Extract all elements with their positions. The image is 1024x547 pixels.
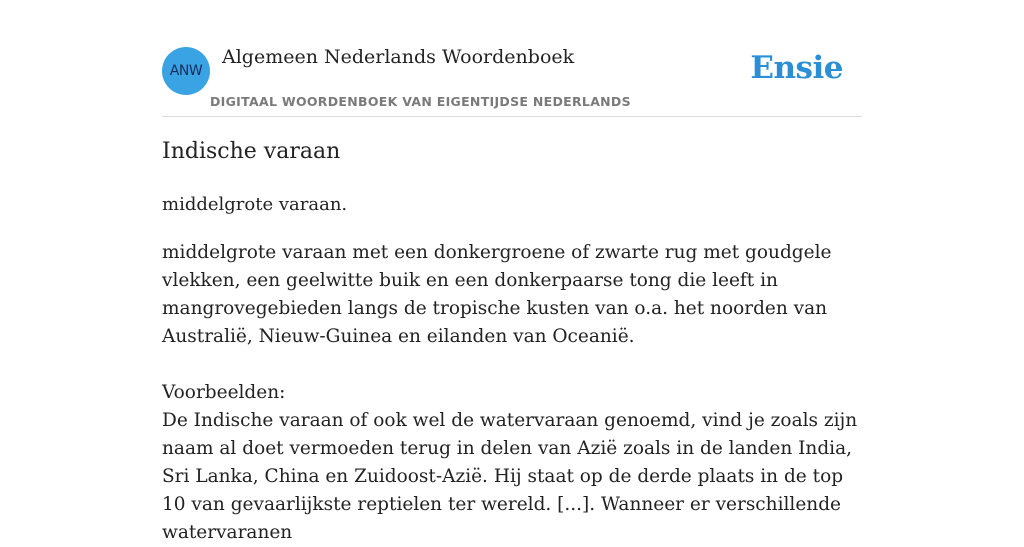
entry-body <box>162 239 862 547</box>
paragraph-spacer <box>162 351 862 379</box>
site-title[interactable]: Algemeen Nederlands Woordenboek <box>222 46 575 68</box>
short-definition: middelgrote varaan. <box>162 194 348 215</box>
anw-logo[interactable]: ANW <box>162 47 210 95</box>
full-definition: middelgrote varaan met een donkergroene of zwarte rug met goudgele vlekken, een geelwitte buik en een donkerpaarse tong die leeft in mangrovegebieden langs de tropische kusten van o.a. het noorden van Australië, Nieuw-Guinea en eilanden van Oceanië. <box>162 242 832 347</box>
site-header <box>162 0 862 117</box>
site-subtitle: DIGITAAL WOORDENBOEK VAN EIGENTIJDSE NEDERLANDS <box>210 94 631 109</box>
examples-label: Voorbeelden: <box>162 382 286 403</box>
entry-title: Indische varaan <box>162 139 341 164</box>
ensie-logo-link[interactable]: Ensie <box>750 50 843 86</box>
page <box>162 0 862 543</box>
example-text: De Indische varaan of ook wel de watervaraan genoemd, vind je zoals zijn naam al doet vermoeden terug in delen van Azië zoals in de landen India, Sri Lanka, China en Zuidoost-Azië. Hij staat op de derde plaats in de top 10 van gevaarlijkste reptielen ter wereld. [...]. Wanneer er verschillende watervaranen <box>162 410 858 543</box>
